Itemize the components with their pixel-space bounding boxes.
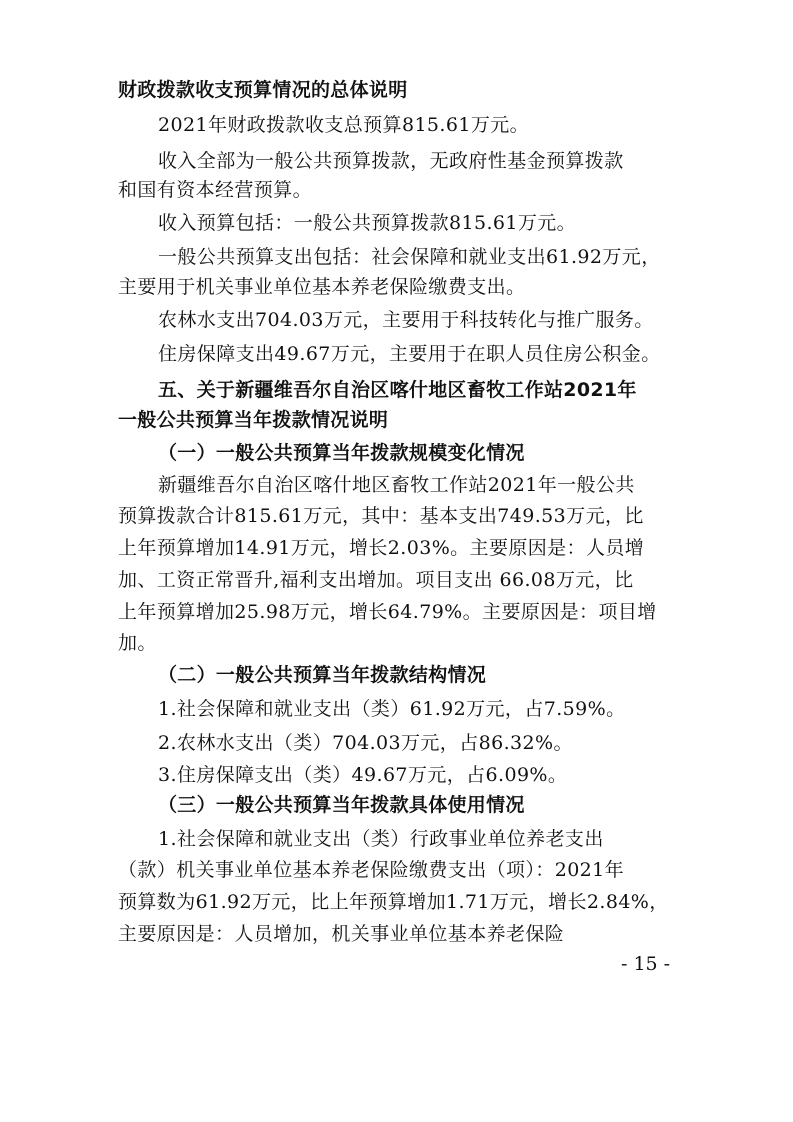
paragraph-line: 新疆维吾尔自治区喀什地区畜牧工作站2021年一般公共 (158, 474, 635, 496)
page-number: - 15 - (621, 953, 671, 975)
paragraph-line: 上年预算增加14.91万元，增长2.03%。主要原因是：人员增 (118, 537, 645, 559)
paragraph-line: 1.社会保障和就业支出（类）行政事业单位养老支出 (158, 828, 604, 850)
paragraph-line: 一般公共预算支出包括：社会保障和就业支出61.92万元， (158, 246, 661, 268)
paragraph-line: 预算数为61.92万元，比上年预算增加1.71万元，增长2.84%， (118, 891, 669, 913)
list-item: 1.社会保障和就业支出（类）61.92万元，占7.59%。 (158, 698, 626, 720)
paragraph-line: 收入全部为一般公共预算拨款，无政府性基金预算拨款 (158, 150, 624, 172)
paragraph-line: 2021年财政拨款收支总预算815.61万元。 (158, 114, 530, 136)
paragraph-line: 和国有资本经营预算。 (118, 179, 313, 201)
paragraph-line: 住房保障支出49.67万元，主要用于在职人员住房公积金。 (158, 343, 661, 365)
section-heading: 财政拨款收支预算情况的总体说明 (118, 79, 408, 101)
list-item: 2.农林水支出（类）704.03万元，占86.32%。 (158, 732, 573, 754)
list-item: 3.住房保障支出（类）49.67万元，占6.09%。 (158, 764, 568, 786)
paragraph-line: 主要用于机关事业单位基本养老保险缴费支出。 (118, 276, 526, 298)
paragraph-line: 预算拨款合计815.61万元，其中：基本支出749.53万元，比 (118, 505, 644, 527)
section-heading: 一般公共预算当年拨款情况说明 (118, 409, 389, 431)
section-heading: 五、关于新疆维吾尔自治区喀什地区畜牧工作站2021年 (158, 379, 637, 401)
paragraph-line: 主要原因是：人员增加，机关事业单位基本养老保险 (118, 923, 565, 945)
paragraph-line: 加、工资正常晋升,福利支出增加。项目支出 66.08万元，比 (118, 569, 634, 591)
paragraph-line: 加。 (118, 632, 157, 654)
subsection-heading: （三）一般公共预算当年拨款具体使用情况 (158, 794, 525, 816)
paragraph-line: 收入预算包括：一般公共预算拨款815.61万元。 (158, 212, 577, 234)
paragraph-line: （款）机关事业单位基本养老保险缴费支出（项）：2021年 (118, 859, 625, 881)
subsection-heading: （一）一般公共预算当年拨款规模变化情况 (158, 442, 525, 464)
paragraph-line: 农林水支出704.03万元，主要用于科技转化与推广服务。 (158, 309, 654, 331)
subsection-heading: （二）一般公共预算当年拨款结构情况 (158, 664, 487, 686)
paragraph-line: 上年预算增加25.98万元，增长64.79%。主要原因是：项目增 (118, 601, 657, 623)
